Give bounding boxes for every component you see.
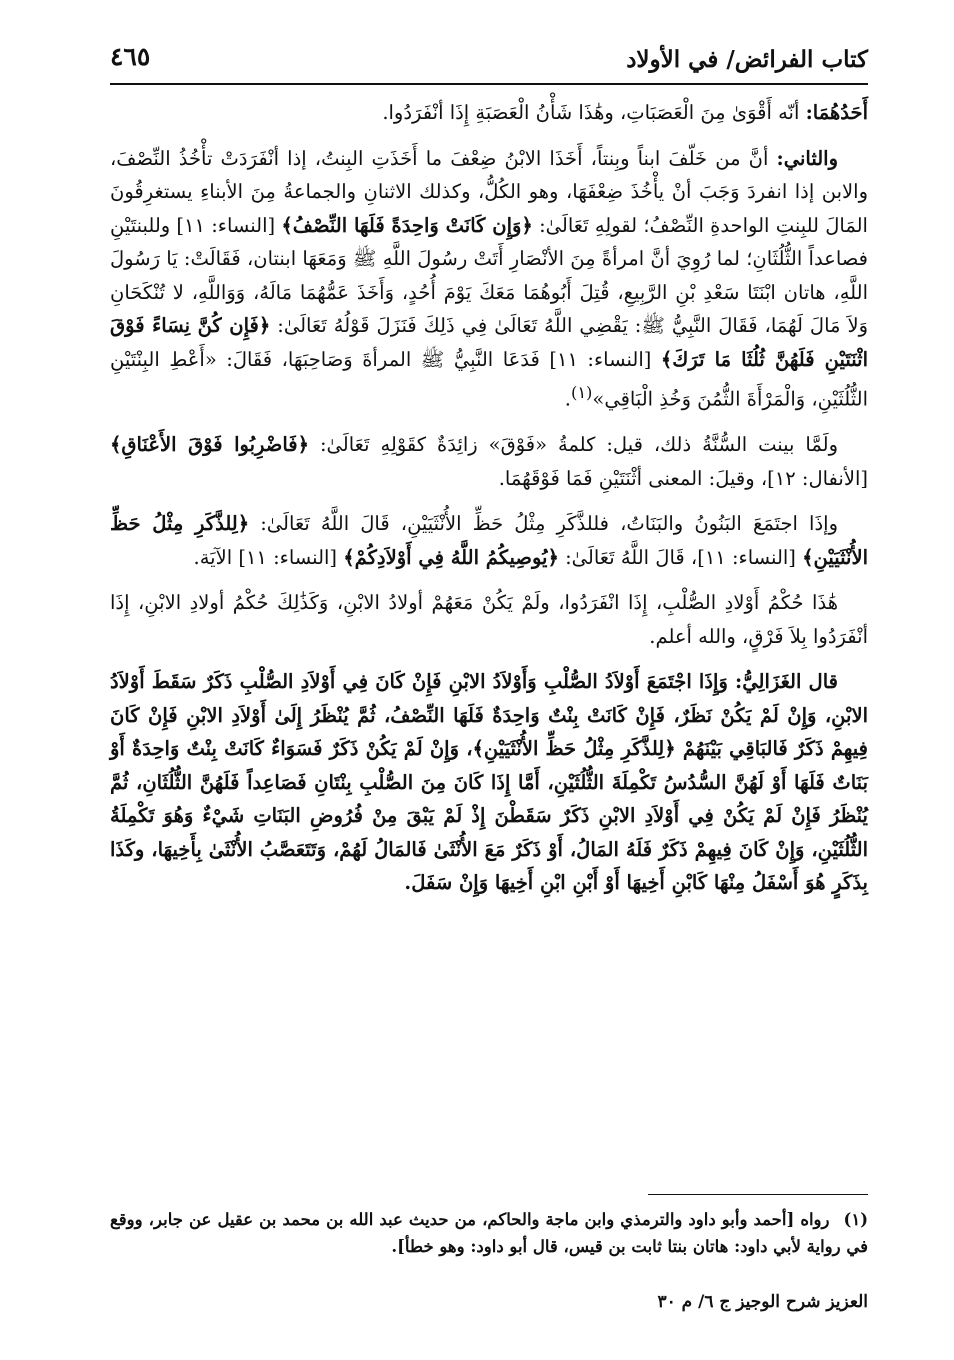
paragraph-text: [النساء: ١١] الآيَة. [193,545,344,569]
paragraph-text: . [564,387,571,411]
paragraph-ruling [110,586,868,653]
paragraph-sunnah [110,428,868,495]
quran-verse: ﴿لِلذَّكَرِ مِثْلُ حَظِّ الأُنْثَيَيْنِ﴾ [110,512,868,569]
quran-verse: ﴿فَإِن كُنَّ نِسَاءً فَوْقَ اثْنَتَيْنِ فَلَهُنَّ ثُلُثَا مَا تَرَكَ﴾ [110,314,869,371]
footnote-item [110,1206,868,1260]
paragraph-text: وَإِذَا اجْتَمَعَ أَوْلاَدُ الصُّلْبِ وَأَوْلاَدُ الابْنِ فَإِنْ كَانَ فِي أَوْلاَدِ الصُّلْبِ ذَكَرٌ سَقَطَ أَوْلاَدُ الابْنِ، وَإِنْ لَمْ يَكُنْ نَظَرٌ، فَإِنْ كَانَتْ بِنْتٌ وَاحِدَةٌ فَلَهَا النِّصْفُ، ثُمَّ يُنْظَرُ إِلَىٰ أَوْلاَدِ الابْنِ فَإِنْ كَانَ فِيهِمْ ذَكَرٌ فَالبَاقِي بَيْنَهُمْ ﴿لِلذَّكَرِ مِثْلُ حَظِّ الأُنْثَيَيْنِ﴾، وَإِنْ لَمْ يَكُنْ ذَكَرٌ فَسَوَاءٌ كَانَتْ بِنْتٌ وَاحِدَةٌ أَوْ بَنَاتٌ فَلَهَا أَوْ لَهُنَّ السُّدُسُ تَكْمِلَةَ الثُّلُثَيْنِ، أَمَّا إِذَا كَانَ مِنَ الصُّلْبِ بِنْتَانِ فَصَاعِداً فَلَهُنَّ الثُّلُثَانِ، ثُمَّ يُنْظَرُ فَإِنْ لَمْ يَكُنْ فِي أَوْلاَدِ الابْنِ ذَكَرٌ سَقَطْنَ إِذْ لَمْ يَبْقَ مِنْ فُرُوضِ البَنَاتِ شَيْءٌ وَهُوَ تَكْمِلَةُ الثُّلُثَيْنِ، وَإِنْ كَانَ فِيهِمْ ذَكَرٌ فَلَهُ المَالُ، أَوْ ذَكَرٌ مَعَ الأُنْثَىٰ فَالمَالُ لَهُمْ، وَتَتَعَصَّبُ الأُنْثَىٰ بِأَخِيهَا، وكَذَا بِذَكَرٍ هُوَ أَسْفَلُ مِنْهَا كَابْنِ أَخِيهَا أَوْ أَبْنِ ابْنِ أَخِيهَا وَإِنْ سَفَلَ. [110,670,868,894]
paragraph-second-reason [110,142,868,417]
paragraph-text: [النساء: ١١] فَدَعَا النَّبِيُّ ﷺ المرأةَ وَصَاحِبَهَا، فَقَالَ: «أَعْطِ البِنْتَيْنِ الثُّلُثَيْنِ، وَالْمَرْأَةَ الثُّمُنَ وَخُذِ الْبَاقِي» [110,347,868,411]
paragraph-lead: أَحَدُهُمَا: [805,101,868,124]
paragraph-ghazali [110,665,868,900]
quran-verse: ﴿يُوصِيكُمُ اللَّهُ فِي أَوْلاَدِكُمْ﴾ [343,545,559,569]
paragraph-lead: قال الغَزَالِيُّ: [735,670,838,693]
book-signature: العزيز شرح الوجيز ج ٦/ م ٣٠ [657,1292,868,1312]
paragraph-text: وإذَا اجتَمَعَ البَنُونُ والبَنَاتُ، فللذَّكَرِ مِثْلُ حَظِّ الأُنْثَيَيْنِ، قَالَ اللَّهُ تَعَالَىٰ: [249,512,838,535]
quran-verse: ﴿فَاضْرِبُوا فَوْقَ الأَعْنَاقِ﴾ [110,433,310,456]
footnote-divider [648,1194,868,1195]
footnote-text: رواه [أحمد وأبو داود والترمذي وابن ماجة والحاكم، من حديث عبد الله بن محمد بن عقيل عن جابر، ووقع في رواية لأبي داود: هاتان بنتا ثابت بن قيس، قال أبو داود: وهو خطأ]. [110,1210,868,1256]
page-number: ٤٦٥ [110,42,151,71]
header-divider [110,83,868,85]
footnote-reference[interactable]: (١) [570,383,593,402]
paragraph-text: [النساء: ١١] وللبنتَيْنِ فصاعداً الثُّلُثَانِ؛ لما رُوِيَ أنَّ امرأةً مِنَ الأنْصَارِ أَتَتْ رسُولَ اللَّهِ ﷺ وَمَعَهَا ابنتان، فَقَالَتْ: يَا رَسُولَ اللَّهِ، هاتان ابْنَتَا سَعْدِ بْنِ الرَّبِيعِ، قُتِلَ أَبُوهُمَا مَعَكَ يَوْمَ أُحُدٍ، وَأَخَذَ عَمُّهُمَا مَالَهُ، وَوَاللَّهِ، لا تُنْكَحَانِ وَلاَ مَالَ لَهُمَا، فَقَالَ النَّبِيُّ ﷺ: يَقْضِي اللَّهُ تَعَالَىٰ فِي ذَلِكَ فَنَزَلَ قَوْلُهُ تَعَالَىٰ: [110,213,868,337]
paragraph-text: أنّه أَقْوَىٰ مِنَ الْعَصَبَاتِ، وهَٰذَا شَأْنُ الْعَصَبَةِ إِذَا أنْفَرَدُوا. [382,101,806,124]
footnotes [110,1206,868,1260]
quran-verse: ﴿وَإِن كَانَتْ وَاحِدَةً فَلَهَا النِّصْفُ﴾ [281,213,533,237]
paragraph-first-reason [110,96,868,130]
paragraph-text: هَٰذَا حُكْمُ أَوْلادِ الصُّلْبِ، إِذَا انْفَرَدُوا، ولَمْ يَكُنْ مَعَهُمْ أولادُ الابْنِ، وَكَذَٰلِكَ حُكْمُ أولادِ الابْنِ، إِذَا أنْفَرَدُوا بِلاَ فَرْقٍ، والله أعلم. [110,591,868,648]
paragraph-sons-daughters [110,507,868,574]
paragraph-lead: والثاني: [776,146,838,170]
paragraph-text: أنَّ من خَلّفَ ابناً وبِنتاً، أَخَذَا الابْنُ ضِعْفَ ما أَخَذَتِ البِنتُ، إذا أنْفَرَدَتْ تأْخُذُ النِّصْفَ، والابن إذا انفردَ وَجَبَ أنْ يأْخُذَ ضِعْفَهَا، وهو الكُلُّ، وكذلك الاثنانِ والجماعةُ مِنَ الأبناءِ يستغرِقُونَ المَالَ للبِنتِ الواحدةِ النِّصْفُ؛ لقولِهِ تَعَالَىٰ: [110,146,868,237]
paragraph-text: ولَمَّا بينت السُّنَّةُ ذلك، قيل: كلمةُ «فَوْقَ» زائِدَةٌ كقَوْلِهِ تَعَالَىٰ: [309,433,838,456]
paragraph-text: [الأنفال: ١٢]، وقيلَ: المعنى أثْنَتَيْنِ فَمَا فَوْقَهُمَا. [498,466,868,490]
paragraph-text: [النساء: ١١]، قَالَ اللَّهُ تَعَالَىٰ: [558,545,803,569]
header-title: كتاب الفرائض/ في الأولاد [626,46,868,73]
footnote-marker: (١) [843,1210,868,1229]
body-text [110,96,868,912]
running-header [110,40,868,80]
